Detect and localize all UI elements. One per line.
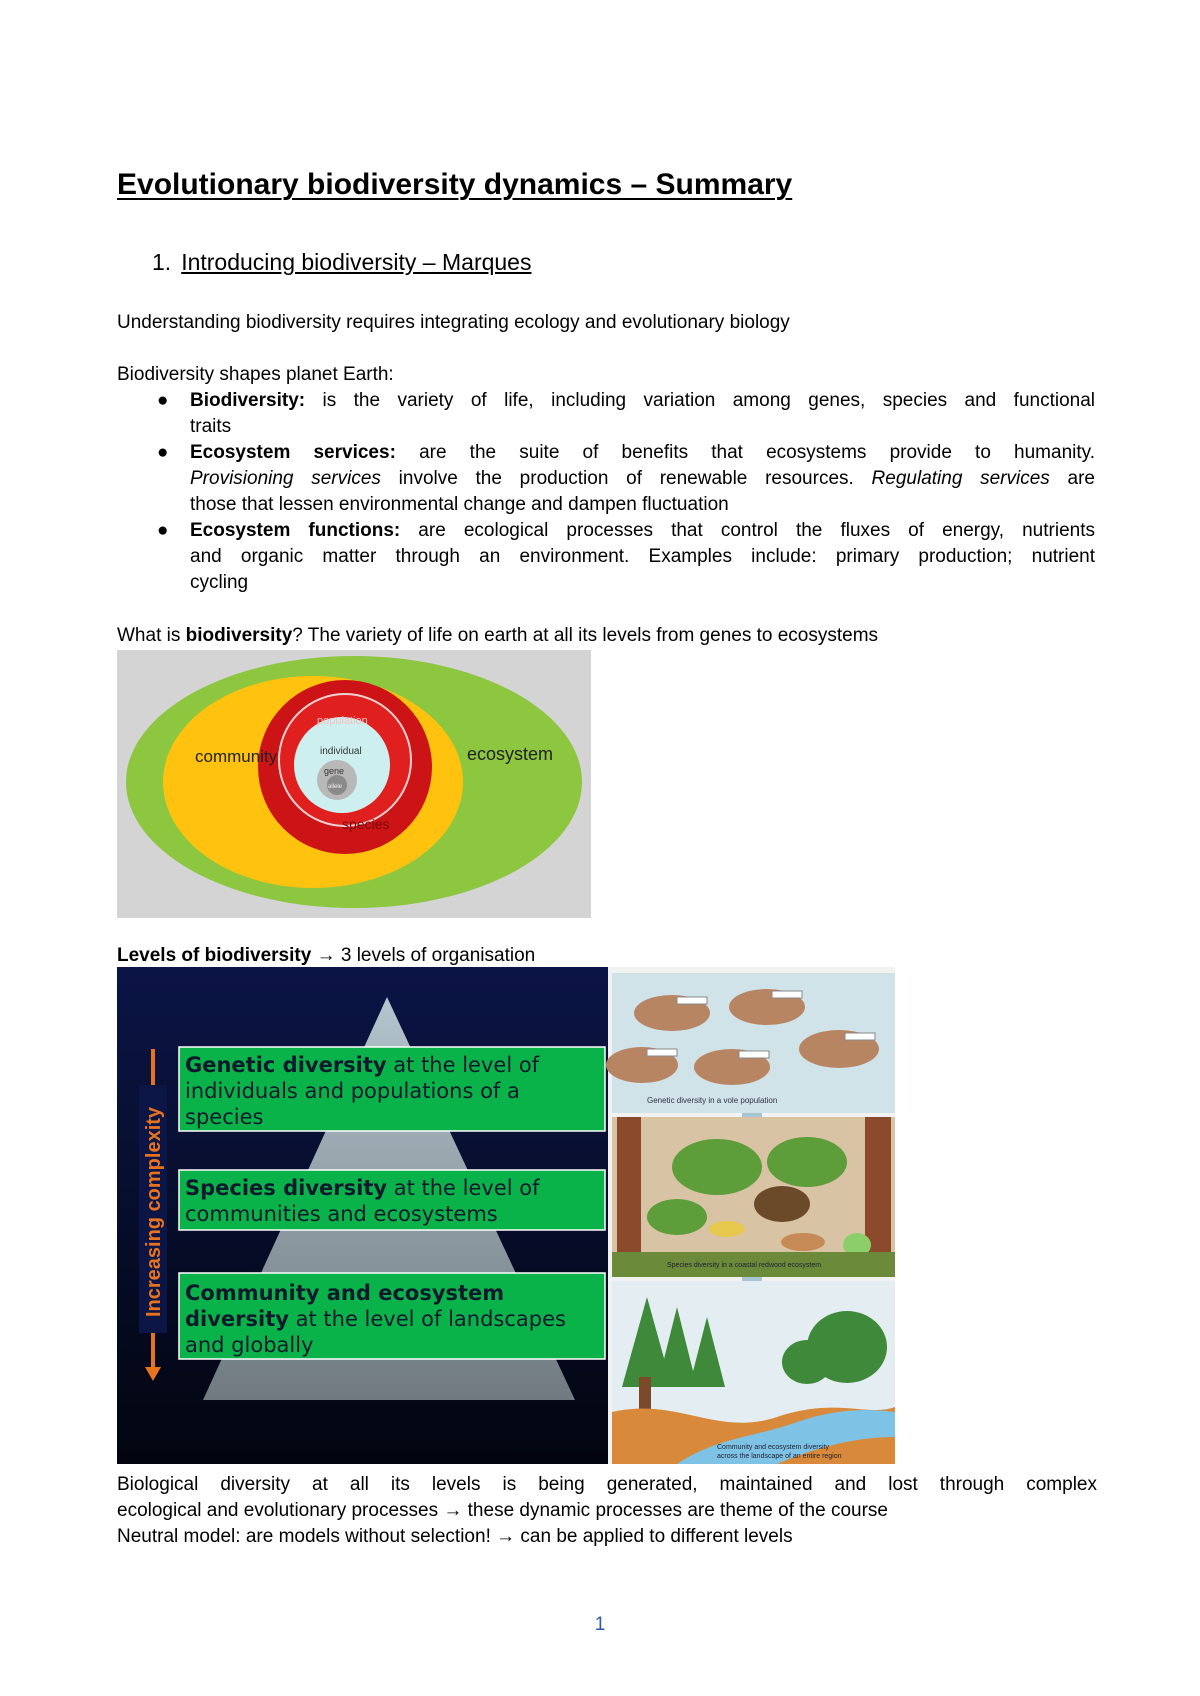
landscape-caption-2: across the landscape of an entire region <box>717 1453 842 1460</box>
allele-label: allele <box>328 784 343 790</box>
definition-text: are the suite of benefits that ecosystems provide to humanity. <box>395 442 1096 463</box>
vole-caption: Genetic diversity in a vole population <box>647 1096 778 1105</box>
species-label: species <box>342 816 390 832</box>
biodiversity-levels-figure <box>117 650 591 918</box>
bullet-icon: ● <box>157 520 169 541</box>
what-is-line: What is biodiversity? The variety of life on earth at all its levels from genes to ecosystems <box>117 625 879 646</box>
closing-line: Neutral model: are models without selection! → can be applied to different levels <box>117 1526 793 1547</box>
redwood-caption: Species diversity in a coastal redwood ecosystem <box>667 1262 822 1269</box>
closing-line: ecological and evolutionary processes → these dynamic processes are theme of the course <box>117 1500 888 1521</box>
page-number: 1 <box>594 1614 606 1635</box>
nested-circles-diagram <box>117 650 591 918</box>
definition-list <box>145 388 1095 596</box>
italic-term: Provisioning services <box>190 468 381 489</box>
definition-text: involve the production of renewable resources. <box>398 468 854 489</box>
pyramid-diagram <box>117 967 895 1464</box>
levels-line: Levels of biodiversity → 3 levels of organisation <box>117 945 536 966</box>
definition-text: traits <box>190 416 232 437</box>
page-title: Evolutionary biodiversity dynamics – Summary <box>117 168 793 201</box>
landscape-caption-1: Community and ecosystem diversity <box>717 1444 830 1451</box>
definition-text: are ecological processes that control the fluxes of energy, nutrients <box>400 520 1095 541</box>
section-number: 1. <box>152 249 172 275</box>
definition-text: and organic matter through an environment. Examples include: primary production; nutrient <box>190 546 1095 567</box>
intro-paragraph: Understanding biodiversity requires integrating ecology and evolutionary biology <box>117 312 790 333</box>
italic-term: Regulating services <box>871 468 1050 489</box>
bullet-icon: ● <box>157 390 169 411</box>
shapes-heading: Biodiversity shapes planet Earth: <box>117 364 394 385</box>
genetic-diversity-text: Genetic diversity at the level of individuals and populations of a species <box>185 1053 540 1129</box>
list-item <box>145 440 1095 518</box>
section-heading <box>152 249 531 276</box>
term: Ecosystem services: <box>190 442 396 463</box>
term: Ecosystem functions: <box>190 520 401 541</box>
definition-text: is the variety of life, including variation among genes, species and functional <box>305 390 1095 411</box>
gene-label: gene <box>324 766 345 776</box>
community-label: community <box>195 747 278 766</box>
definition-text: are <box>1049 468 1096 489</box>
species-diversity-text: Species diversity at the level of communities and ecosystems <box>185 1176 540 1226</box>
levels-of-biodiversity-figure <box>117 967 895 1464</box>
population-label: population <box>317 715 368 727</box>
community-diversity-text: Community and ecosystem diversity at the level of landscapes and globally <box>185 1281 566 1357</box>
individual-label: individual <box>320 746 362 757</box>
complexity-label: Increasing complexity <box>143 1106 165 1318</box>
closing-paragraph <box>117 1472 1097 1550</box>
list-item <box>145 388 1095 440</box>
bullet-icon: ● <box>157 442 169 463</box>
term: Biodiversity: <box>190 390 306 411</box>
list-item <box>145 518 1095 596</box>
definition-text: those that lessen environmental change and dampen fluctuation <box>190 494 729 515</box>
closing-line: Biological diversity at all its levels is being generated, maintained and lost through complex <box>117 1474 1097 1495</box>
ecosystem-label: ecosystem <box>467 744 554 764</box>
section-title: Introducing biodiversity – Marques <box>181 249 532 275</box>
definition-text: cycling <box>190 572 249 593</box>
